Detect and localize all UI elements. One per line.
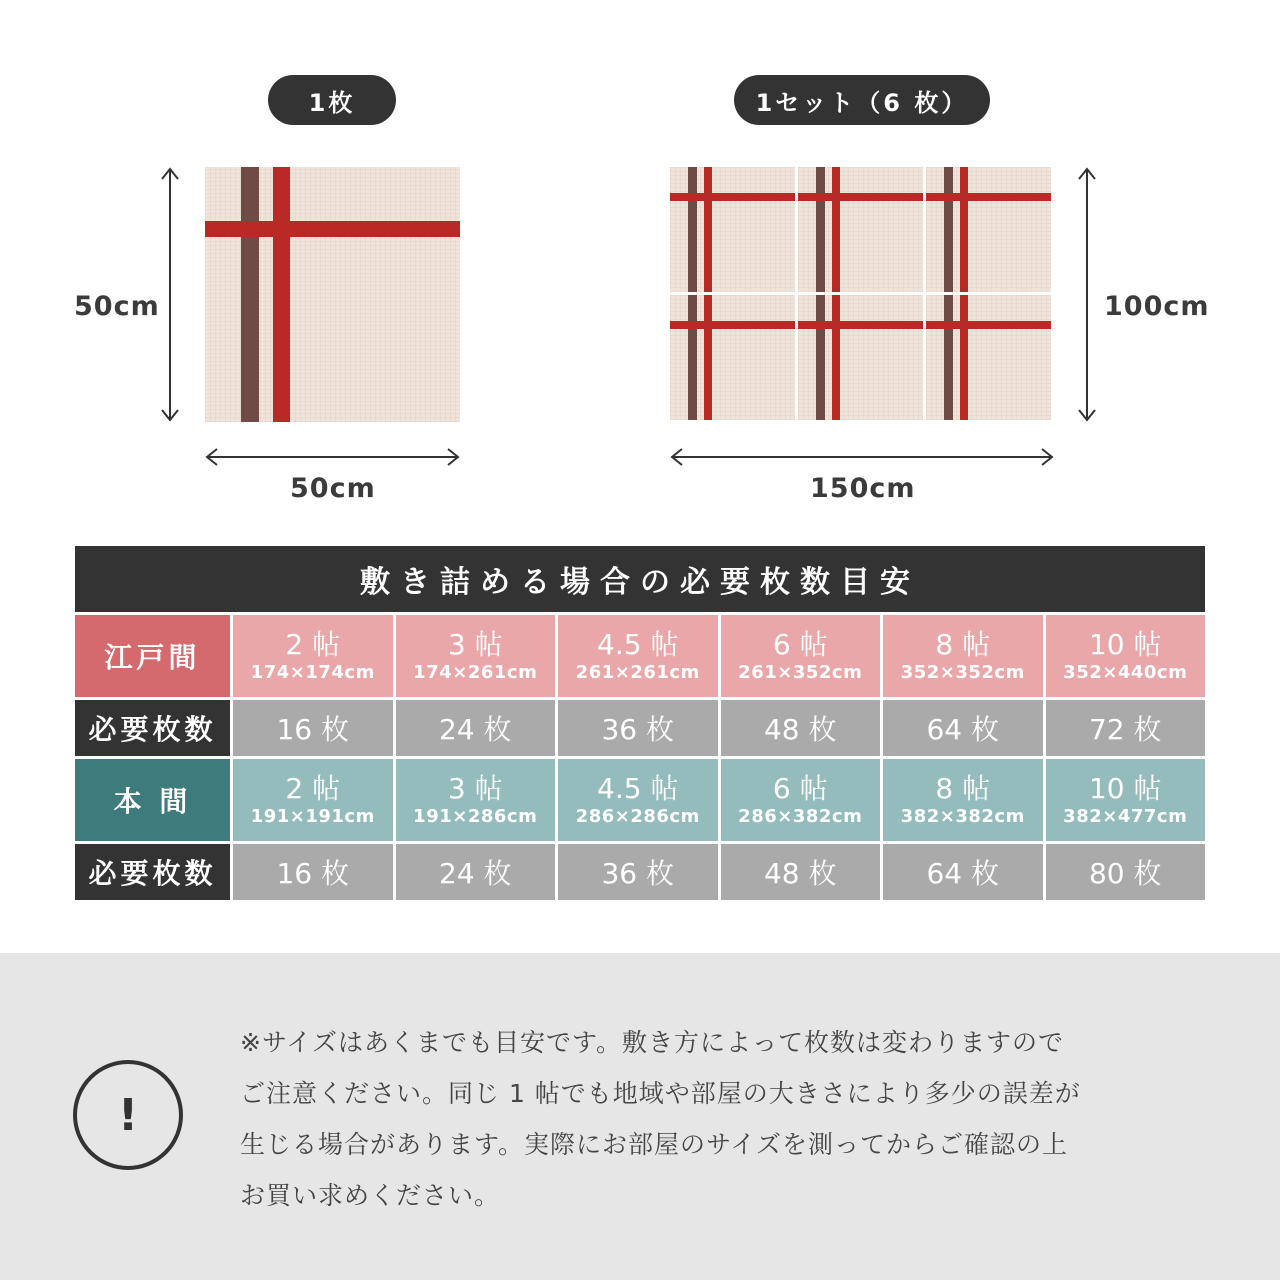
count-cell: 24 枚 [396, 700, 556, 756]
set-width-label: 150cm [810, 473, 916, 504]
count-cell: 24 枚 [396, 844, 556, 900]
count-cell: 36 枚 [558, 844, 718, 900]
single-tile-label: 1枚 [268, 75, 396, 125]
notice-line: ご注意ください。同じ 1 帖でも地域や部屋の大きさにより多少の誤差が [240, 1079, 1081, 1108]
tatami-label: 2 帖 [285, 628, 341, 662]
height-arrow-icon [160, 167, 180, 422]
hon-size-row [75, 759, 1205, 841]
count-cell: 16 枚 [233, 844, 393, 900]
dims-label: 352×440cm [1063, 661, 1188, 683]
count-cell: 48 枚 [721, 700, 881, 756]
count-cell: 48 枚 [721, 844, 881, 900]
single-height-label: 50cm [74, 291, 160, 322]
count-cell: 72 枚 [1046, 700, 1206, 756]
single-width-label: 50cm [290, 473, 376, 504]
stripe-red [205, 221, 460, 237]
hon-size-cell [883, 759, 1043, 841]
count-cell: 36 枚 [558, 700, 718, 756]
hon-size-cell [1046, 759, 1206, 841]
requirement-table [75, 546, 1205, 900]
edo-size-row [75, 615, 1205, 697]
edo-size-cell [396, 615, 556, 697]
tatami-label: 8 帖 [935, 772, 991, 806]
dims-label: 261×261cm [575, 661, 700, 683]
notice-line: ※サイズはあくまでも目安です。敷き方によって枚数は変わりますので [240, 1028, 1064, 1057]
dims-label: 352×352cm [900, 661, 1025, 683]
tatami-label: 4.5 帖 [597, 772, 679, 806]
dims-label: 286×382cm [738, 805, 863, 827]
dims-label: 382×477cm [1063, 805, 1188, 827]
stripe-red [670, 321, 1051, 329]
count-cell: 64 枚 [883, 844, 1043, 900]
tatami-label: 10 帖 [1088, 772, 1162, 806]
dims-label: 261×352cm [738, 661, 863, 683]
hon-header: 本 間 [75, 759, 230, 841]
count-cell: 64 枚 [883, 700, 1043, 756]
table-title: 敷き詰める場合の必要枚数目安 [75, 546, 1205, 612]
hon-count-row [75, 844, 1205, 900]
tatami-label: 3 帖 [447, 772, 503, 806]
tatami-label: 6 帖 [772, 772, 828, 806]
edo-size-cell [558, 615, 718, 697]
hon-size-cell [396, 759, 556, 841]
dims-label: 286×286cm [575, 805, 700, 827]
width-arrow-icon [205, 447, 460, 467]
notice-line: お買い求めください。 [240, 1181, 501, 1210]
edo-size-cell [1046, 615, 1206, 697]
count-cell: 80 枚 [1046, 844, 1206, 900]
dims-label: 174×174cm [250, 661, 375, 683]
dims-label: 191×286cm [413, 805, 538, 827]
edo-count-row [75, 700, 1205, 756]
stripe-brown [241, 167, 259, 422]
notice-text [240, 1017, 1210, 1221]
tatami-label: 4.5 帖 [597, 628, 679, 662]
exclamation-icon: ! [73, 1060, 183, 1170]
tatami-label: 10 帖 [1088, 628, 1162, 662]
tatami-label: 3 帖 [447, 628, 503, 662]
dims-label: 191×191cm [250, 805, 375, 827]
tile-gap [670, 292, 1051, 295]
dims-label: 382×382cm [900, 805, 1025, 827]
tatami-label: 8 帖 [935, 628, 991, 662]
tatami-label: 2 帖 [285, 772, 341, 806]
edo-header: 江戸間 [75, 615, 230, 697]
hon-size-cell [721, 759, 881, 841]
edo-size-cell [883, 615, 1043, 697]
edo-size-cell [721, 615, 881, 697]
dims-label: 174×261cm [413, 661, 538, 683]
stripe-red [273, 167, 290, 422]
set-label: 1セット（6 枚） [734, 75, 990, 125]
stripe-red [670, 193, 1051, 201]
width-arrow-icon [670, 447, 1054, 467]
hon-size-cell [233, 759, 393, 841]
hon-size-cell [558, 759, 718, 841]
height-arrow-icon [1077, 167, 1097, 422]
count-cell: 16 枚 [233, 700, 393, 756]
count-header: 必要枚数 [75, 844, 230, 900]
count-header: 必要枚数 [75, 700, 230, 756]
set-height-label: 100cm [1104, 291, 1210, 322]
edo-size-cell [233, 615, 393, 697]
tatami-label: 6 帖 [772, 628, 828, 662]
notice-line: 生じる場合があります。実際にお部屋のサイズを測ってからご確認の上 [240, 1130, 1069, 1159]
